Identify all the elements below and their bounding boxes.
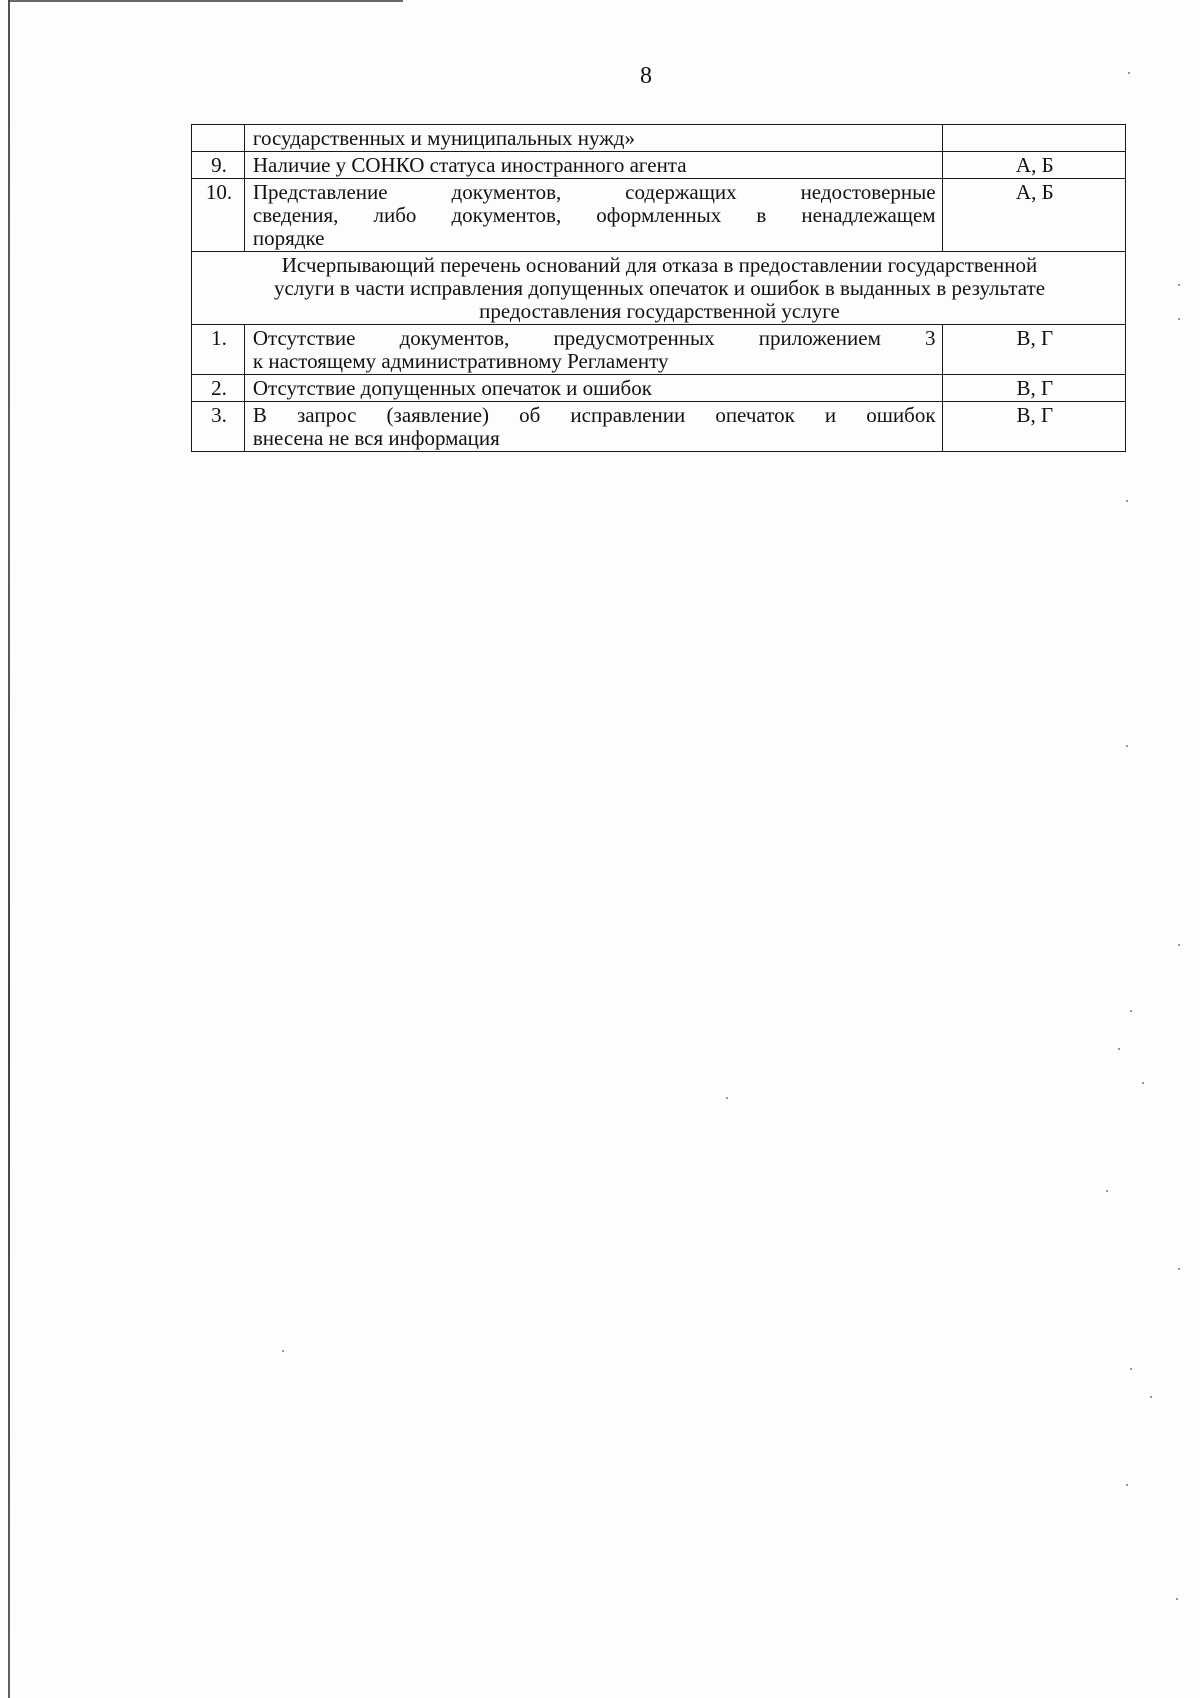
row-number: 2. bbox=[192, 375, 245, 402]
table-row bbox=[192, 375, 1126, 402]
row-grounds: А, Б bbox=[942, 152, 1125, 179]
row-grounds: В, Г bbox=[942, 375, 1125, 402]
scan-speck bbox=[1178, 318, 1180, 320]
row-description-line: Представление документов, содержащих недостоверные bbox=[252, 180, 936, 204]
row-grounds bbox=[942, 125, 1125, 152]
section-heading-line: услуги в части исправления допущенных опечаток и ошибок в выданных в результате bbox=[273, 276, 1046, 300]
row-description-line: государственных и муниципальных нужд» bbox=[252, 126, 635, 150]
row-description bbox=[244, 152, 942, 179]
scan-speck bbox=[1178, 1268, 1180, 1270]
row-description bbox=[244, 375, 942, 402]
page-number: 8 bbox=[640, 63, 652, 89]
scan-speck bbox=[726, 1097, 728, 1099]
section-heading bbox=[192, 252, 1126, 325]
table-row bbox=[192, 152, 1126, 179]
scan-speck bbox=[282, 1350, 284, 1352]
scan-speck bbox=[1178, 944, 1180, 946]
scan-speck bbox=[1126, 1484, 1128, 1486]
row-description-line: Отсутствие документов, предусмотренных приложением 3 bbox=[252, 326, 936, 350]
row-description-line: Отсутствие допущенных опечаток и ошибок bbox=[252, 376, 652, 400]
scan-speck bbox=[1142, 1082, 1144, 1084]
scan-speck bbox=[1126, 745, 1128, 747]
scan-speck bbox=[1118, 1048, 1120, 1050]
scan-speck bbox=[1130, 1010, 1132, 1012]
row-grounds: А, Б bbox=[942, 179, 1125, 252]
row-description bbox=[244, 125, 942, 152]
row-description-line: В запрос (заявление) об исправлении опечаток и ошибок bbox=[252, 403, 936, 427]
row-description bbox=[244, 325, 942, 375]
scan-edge-left bbox=[8, 0, 10, 1698]
row-description-line: сведения, либо документов, оформленных в ненадлежащем bbox=[252, 203, 936, 227]
row-grounds: В, Г bbox=[942, 402, 1125, 452]
row-number: 3. bbox=[192, 402, 245, 452]
scan-speck bbox=[1176, 1598, 1178, 1600]
row-description-line: к настоящему административному Регламенту bbox=[252, 349, 669, 373]
scan-edge-top bbox=[8, 0, 403, 2]
scan-speck bbox=[1178, 284, 1180, 286]
row-description-line: Наличие у СОНКО статуса иностранного агента bbox=[252, 153, 687, 177]
table-row bbox=[192, 125, 1126, 152]
row-description bbox=[244, 179, 942, 252]
scan-speck bbox=[1106, 1190, 1108, 1192]
scan-speck bbox=[1130, 1368, 1132, 1370]
table-row bbox=[192, 402, 1126, 452]
section-heading-line: Исчерпывающий перечень оснований для отказа в предоставлении государственной bbox=[281, 253, 1038, 277]
row-description-line: порядке bbox=[252, 226, 325, 250]
row-description-line: внесена не вся информация bbox=[252, 426, 500, 450]
row-grounds: В, Г bbox=[942, 325, 1125, 375]
section-heading-line: предоставления государственной услуге bbox=[479, 299, 840, 323]
table-row bbox=[192, 325, 1126, 375]
scan-speck bbox=[1150, 1396, 1152, 1398]
row-description bbox=[244, 402, 942, 452]
section-heading-row bbox=[192, 252, 1126, 325]
scan-speck bbox=[1126, 500, 1128, 502]
row-number: 10. bbox=[192, 179, 245, 252]
row-number: 1. bbox=[192, 325, 245, 375]
refusal-grounds-table bbox=[191, 124, 1126, 452]
row-number bbox=[192, 125, 245, 152]
table-row bbox=[192, 179, 1126, 252]
row-number: 9. bbox=[192, 152, 245, 179]
